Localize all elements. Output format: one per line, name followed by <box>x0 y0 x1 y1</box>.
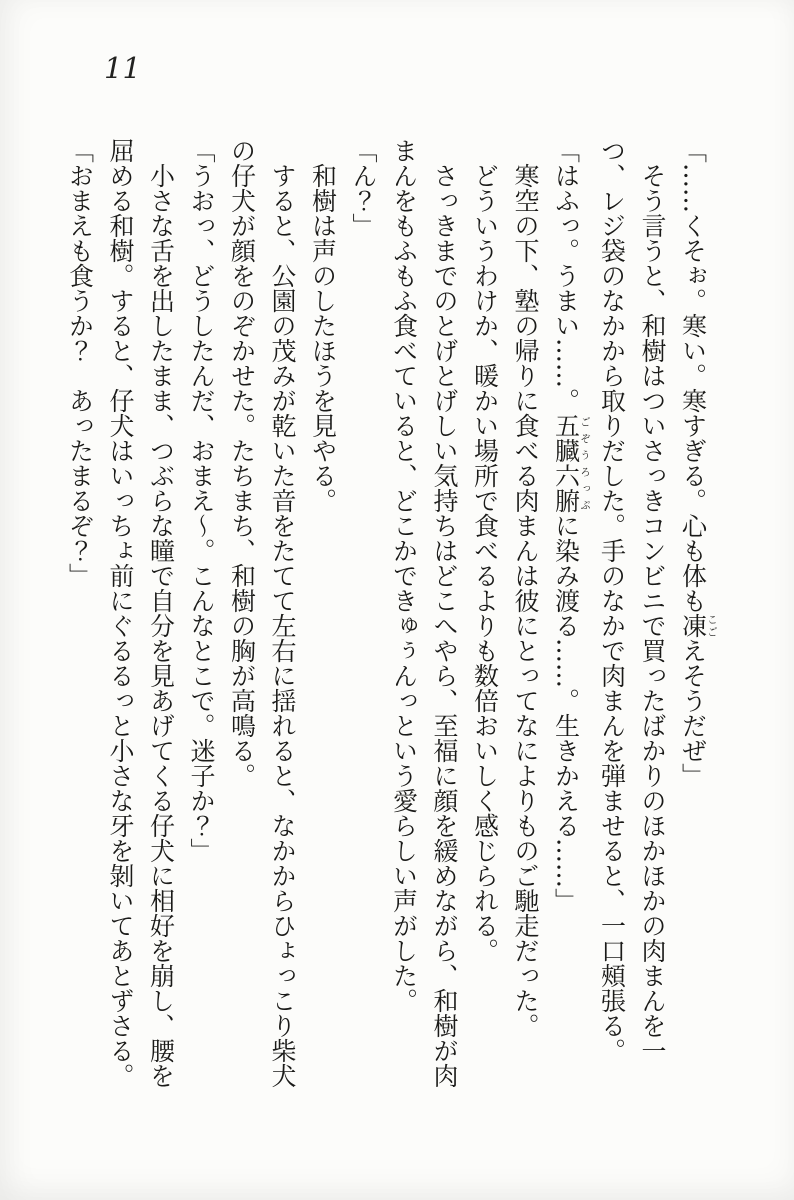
paragraph: 小さな舌を出したまま、つぶらな瞳で自分を見あげてくる仔犬に相好を崩し、腰を屈める和樹。すると、仔犬はいっちょ前にぐるるっと小さな牙を剝いてあとずさる。 <box>106 138 176 1088</box>
paragraph: さっきまでのとげとげしい気持ちはどこへやら、至福に顔を緩めながら、和樹が肉まんをもふもふ食べていると、どこかできゅぅんっという愛らしい声がした。 <box>389 138 459 1088</box>
vertical-text-block <box>59 138 718 1092</box>
paragraph: 「おまえも食うか？ あったまるぞ？」 <box>65 138 95 588</box>
paragraph: 「ん？」 <box>349 138 378 238</box>
paragraph: 「……くそぉ。寒い。寒すぎる。心も体も凍こごえそうだぜ」 <box>678 138 718 788</box>
ruby-annotated-text: 五臓六腑ごぞうろっぷ <box>551 413 591 513</box>
paragraph: 和樹は声のしたほうを見やる。 <box>308 163 338 513</box>
paragraph: すると、公園の茂みが乾いた音をたてて左右に揺れると、なかからひょっこり柴犬の仔犬が顔をのぞかせた。たちまち、和樹の胸が高鳴る。 <box>227 138 297 1088</box>
paragraph: どういうわけか、暖かい場所で食べるよりも数倍おいしく感じられる。 <box>470 163 500 963</box>
ruby-annotated-text: 凍こご <box>678 613 718 638</box>
page-number: 11 <box>104 51 141 85</box>
paragraph: 「はふっ。うまい……。五臓六腑ごぞうろっぷに染み渡る……。生きかえる……」 <box>551 138 591 913</box>
paragraph: そう言うと、和樹はついさっきコンビニで買ったばかりのほかほかの肉まんを一つ、レジ袋のなかから取りだした。手のなかで肉まんを弾ませると、一口頰張る。 <box>597 138 667 1063</box>
paragraph: 寒空の下、塾の帰りに食べる肉まんは彼にとってなによりものご馳走だった。 <box>511 163 540 1038</box>
paragraph: 「うおっ、どうしたんだ、おまえ〜。こんなとこで。迷子か？」 <box>187 138 216 863</box>
